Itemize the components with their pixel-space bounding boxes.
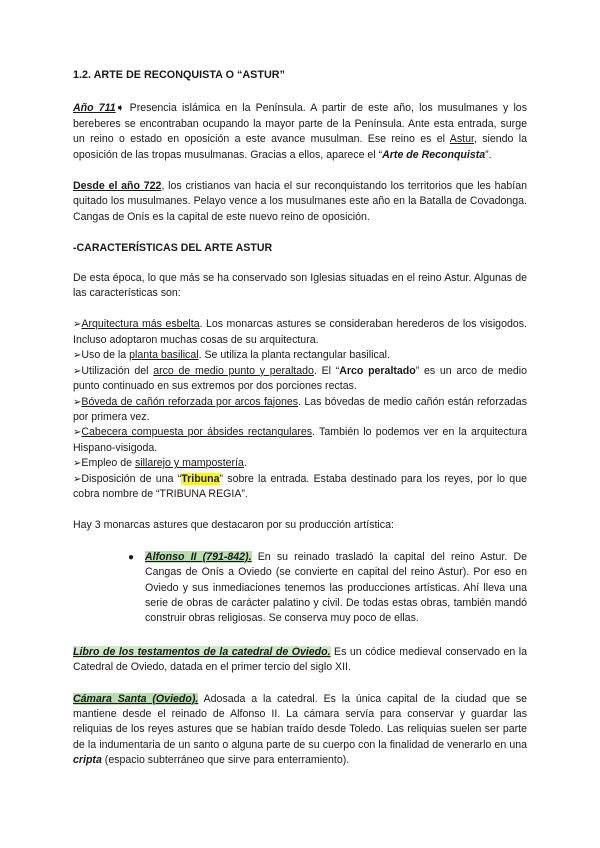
camara-highlight: Cámara Santa (Oviedo). bbox=[73, 692, 199, 705]
feature-item: ➢Utilización del arco de medio punto y peraltado. El “Arco peraltado” es un arco de medio punto continuado en sus extremos por dos porciones rectas. bbox=[73, 364, 528, 393]
arrow-bullet-icon: ➢ bbox=[73, 458, 82, 470]
arte-reconquista-term: Arte de Reconquista bbox=[382, 148, 486, 161]
paragraph-ano-711: Año 711➧ Presencia islámica en la Península. A partir de este año, los musulmanes y los bereberes se encontraban ocupando la mayor parte de la Península. Ante esta entrada, surge un reino o estado en oposición a este avance musulman. Ese reino es el Astur, siendo la oposición de las tropas musulmanas. Gracias a ellos, aparece el “Arte de Reconquista”. bbox=[73, 102, 527, 161]
year-722: Desde el año 722 bbox=[73, 180, 162, 193]
feature-item: ➢Cabecera compuesta por ábsides rectangulares. También lo podemos ver en la arquitectura Hispano-visigoda. bbox=[73, 426, 527, 454]
alfonso-highlight: Alfonso II (791-842). bbox=[145, 550, 252, 563]
libro-highlight: Libro de los testamentos de la catedral de Oviedo. bbox=[73, 645, 331, 658]
arrow-bullet-icon: ➢ bbox=[73, 396, 82, 408]
astur-term: Astur bbox=[449, 133, 474, 146]
year-711: Año 711 bbox=[73, 102, 116, 115]
arrow-bullet-icon: ➢ bbox=[73, 365, 82, 377]
cripta-term: cripta bbox=[73, 754, 102, 767]
bullet-dot-icon: ● bbox=[128, 551, 135, 563]
feature-item: ➢Uso de la planta basilical. Se utiliza la planta rectangular basilical. bbox=[73, 349, 390, 362]
camara-paragraph: Cámara Santa (Oviedo). Adosada a la catedral. Es la única capital de la ciudad que se mantiene desde el reinado de Alfonso II. La cámara servía para conservar y guardar las reliquias de los reyes astures que se habían traído desde Toledo. Las reliquias suelen ser parte de la indumentaria de un santo o alguna parte de su cuerpo con la finalidad de venerarlo en una cripta (espacio subterráneo que sirve para enterramiento). bbox=[73, 692, 528, 767]
arrow-bullet-icon: ➢ bbox=[73, 427, 82, 439]
arrow-bullet-icon: ➢ bbox=[73, 350, 82, 362]
libro-paragraph: Libro de los testamentos de la catedral de Oviedo. Es un códice medieval conservado en la Catedral de Oviedo, datada en el primer tercio del siglo XII. bbox=[73, 645, 527, 674]
feature-item: ➢Arquitectura más esbelta. Los monarcas astures se consideraban herederos de los visigodos. Incluso adoptaron muchas cosas de su arquitectura. bbox=[73, 318, 527, 346]
paragraph-ano-722: Desde el año 722, los cristianos van hacia el sur reconquistando los territorios que les habían quitado los musulmanes. Pelayo vence a los musulmanes este año en la Batalla de Covadonga. Cangas de Onís es la capital de este nuevo reino de oposición. bbox=[73, 180, 527, 223]
document-body bbox=[73, 68, 527, 769]
arrow-bullet-icon: ➢ bbox=[73, 319, 82, 331]
alfonso-text: Alfonso II (791-842). En su reinado trasladó la capital del reino Astur. De Cangas de Onís a Oviedo (se convierte en capital del reino Astur). Por eso en Oviedo y sus inmediaciones tenemos las producciones artísticas. Ahí lleva una serie de obras de carácter palatino y civil. De todas estas obras, también mandó construir obras religiosas. Se conserva muy poco de ellas. bbox=[145, 550, 527, 625]
characteristics-heading: -CARACTERÍSTICAS DEL ARTE ASTUR bbox=[73, 242, 273, 255]
arrow-bullet-icon: ➢ bbox=[73, 473, 82, 485]
feature-item: ➢Empleo de sillarejo y mampostería. bbox=[73, 457, 247, 470]
feature-item: ➢Disposición de una “Tribuna” sobre la entrada. Estaba destinado para los reyes, por lo que cobra nombre de “TRIBUNA REGIA”. bbox=[73, 472, 527, 500]
tribuna-highlight: Tribuna bbox=[181, 472, 220, 485]
alfonso-bullet bbox=[73, 550, 527, 627]
section-heading: 1.2. ARTE DE RECONQUISTA O “ASTUR” bbox=[73, 69, 285, 81]
feature-item: ➢Bóveda de cañón reforzada por arcos fajones. Las bóvedas de medio cañón están reforzadas por primera vez. bbox=[73, 395, 527, 423]
pointer-marker-icon: ➧ bbox=[115, 102, 125, 115]
characteristics-intro: De esta época, lo que más se ha conservado son Iglesias situadas en el reino Astur. Algunas de las características son: bbox=[73, 271, 527, 300]
monarcas-intro: Hay 3 monarcas astures que destacaron por su producción artística: bbox=[73, 519, 394, 532]
